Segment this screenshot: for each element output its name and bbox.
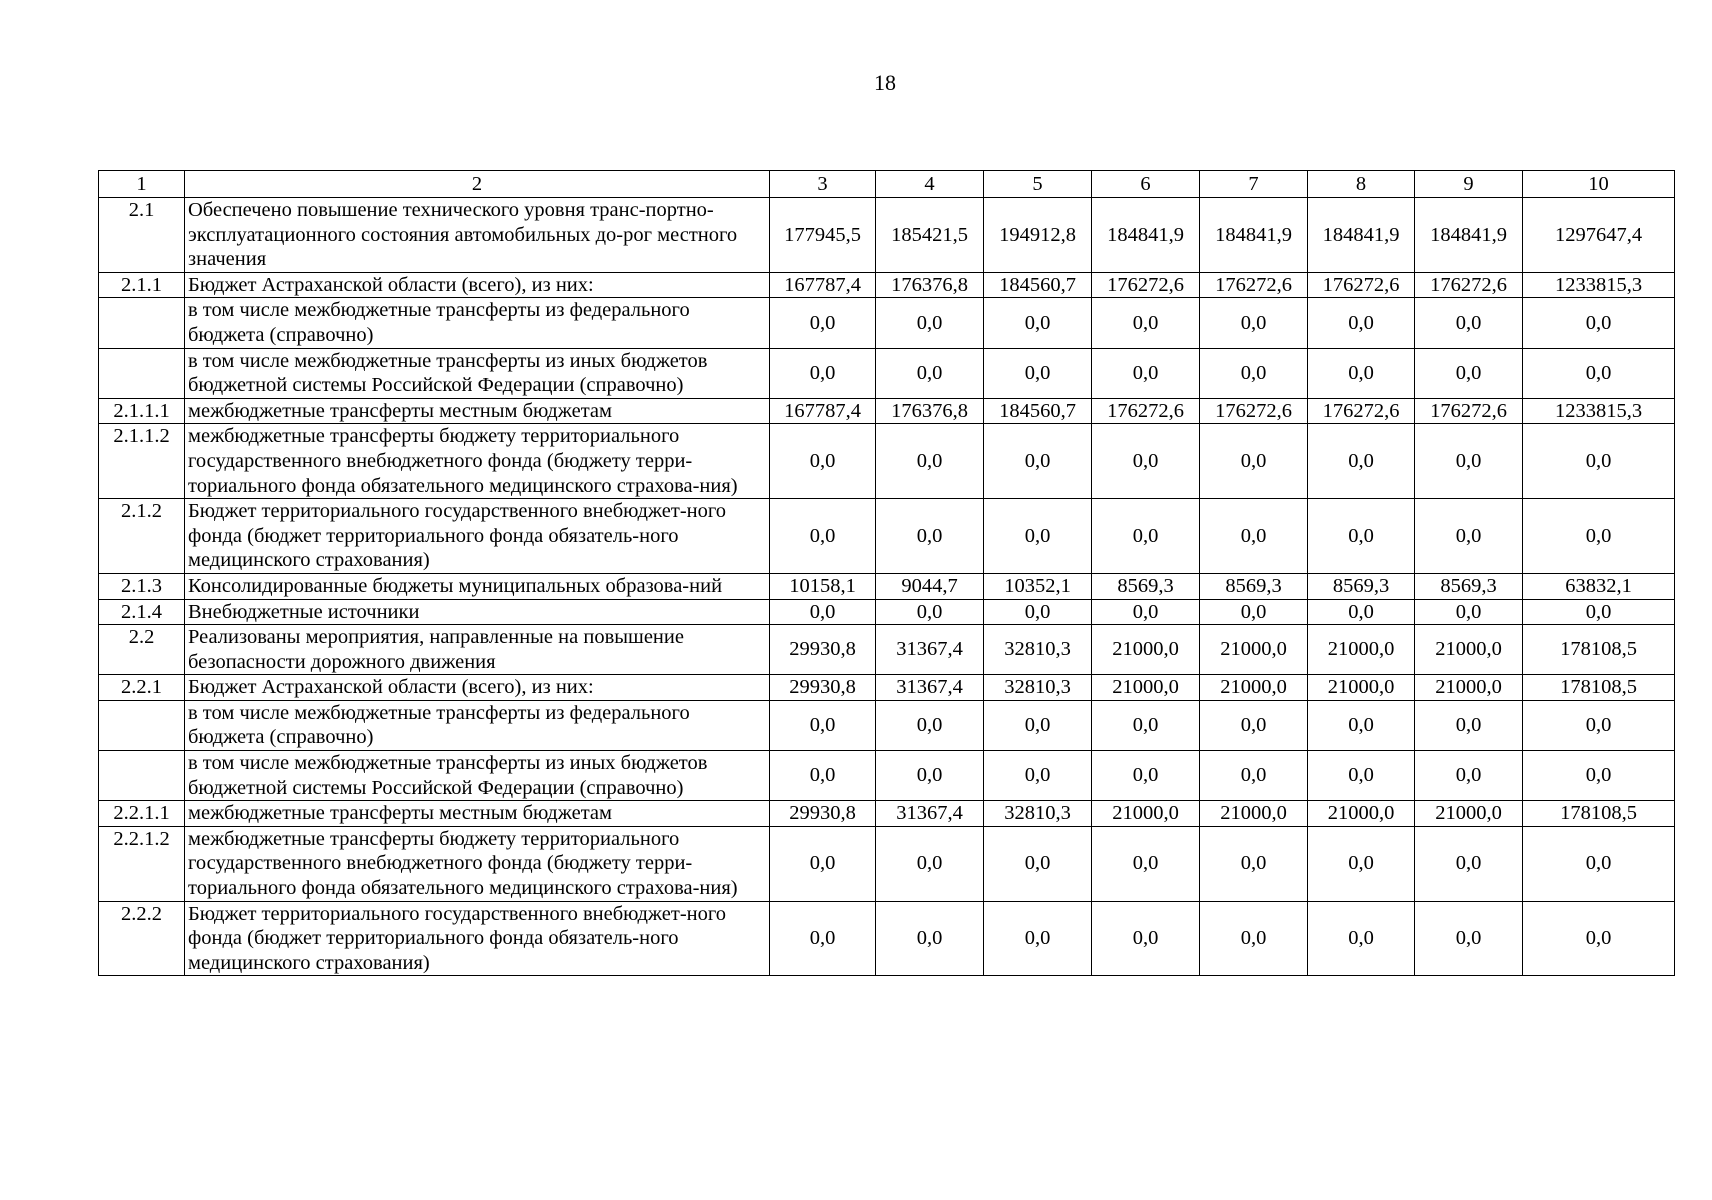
row-value: 0,0 [770, 499, 876, 574]
table-row [99, 599, 1675, 625]
row-value: 0,0 [770, 901, 876, 976]
row-description: Консолидированные бюджеты муниципальных образова-ний [185, 573, 770, 599]
row-description: Бюджет Астраханской области (всего), из них: [185, 272, 770, 298]
row-value: 0,0 [1523, 901, 1675, 976]
row-value: 184841,9 [1092, 198, 1200, 273]
row-value: 0,0 [1523, 298, 1675, 348]
row-value: 0,0 [876, 751, 984, 801]
row-value: 0,0 [876, 599, 984, 625]
row-value: 0,0 [1092, 751, 1200, 801]
row-value: 0,0 [876, 298, 984, 348]
row-value: 0,0 [984, 599, 1092, 625]
row-value: 21000,0 [1308, 801, 1415, 827]
row-value: 0,0 [1415, 298, 1523, 348]
table-row [99, 751, 1675, 801]
row-value: 0,0 [984, 424, 1092, 499]
row-value: 21000,0 [1092, 675, 1200, 701]
table-row [99, 801, 1675, 827]
header-cell: 5 [984, 171, 1092, 198]
row-description: Бюджет территориального государственного внебюджет-ного фонда (бюджет территориального фонда обязатель-ного медицинского страхования) [185, 499, 770, 574]
row-value: 176272,6 [1200, 272, 1308, 298]
row-value: 0,0 [1415, 424, 1523, 499]
row-value: 0,0 [1523, 751, 1675, 801]
row-value: 0,0 [1092, 298, 1200, 348]
row-value: 0,0 [1415, 348, 1523, 398]
row-value: 0,0 [770, 826, 876, 901]
row-description: Реализованы мероприятия, направленные на повышение безопасности дорожного движения [185, 625, 770, 675]
row-value: 0,0 [770, 751, 876, 801]
row-value: 167787,4 [770, 272, 876, 298]
row-value: 0,0 [1415, 826, 1523, 901]
table-row [99, 272, 1675, 298]
row-value: 0,0 [1308, 298, 1415, 348]
row-value: 29930,8 [770, 801, 876, 827]
budget-table [98, 170, 1675, 976]
row-value: 32810,3 [984, 625, 1092, 675]
row-value: 21000,0 [1200, 625, 1308, 675]
row-value: 0,0 [1200, 826, 1308, 901]
row-value: 9044,7 [876, 573, 984, 599]
row-value: 31367,4 [876, 801, 984, 827]
row-value: 21000,0 [1415, 625, 1523, 675]
row-description: в том числе межбюджетные трансферты из федерального бюджета (справочно) [185, 700, 770, 750]
row-value: 0,0 [770, 298, 876, 348]
table-row [99, 573, 1675, 599]
row-value: 178108,5 [1523, 675, 1675, 701]
page-number: 18 [874, 70, 896, 95]
row-value: 10352,1 [984, 573, 1092, 599]
row-value: 184841,9 [1415, 198, 1523, 273]
row-value: 0,0 [1200, 499, 1308, 574]
row-value: 21000,0 [1200, 675, 1308, 701]
row-code: 2.1.1.1 [99, 398, 185, 424]
row-value: 194912,8 [984, 198, 1092, 273]
row-value: 32810,3 [984, 801, 1092, 827]
table-row [99, 499, 1675, 574]
row-value: 10158,1 [770, 573, 876, 599]
row-value: 176272,6 [1415, 272, 1523, 298]
row-value: 0,0 [1092, 499, 1200, 574]
row-value: 0,0 [876, 901, 984, 976]
row-value: 0,0 [1523, 826, 1675, 901]
header-cell: 9 [1415, 171, 1523, 198]
header-cell: 2 [185, 171, 770, 198]
row-value: 0,0 [1308, 348, 1415, 398]
row-value: 176272,6 [1092, 272, 1200, 298]
row-value: 0,0 [984, 901, 1092, 976]
row-value: 32810,3 [984, 675, 1092, 701]
row-code: 2.1.3 [99, 573, 185, 599]
row-value: 0,0 [1308, 901, 1415, 976]
table-row [99, 348, 1675, 398]
row-code: 2.2 [99, 625, 185, 675]
row-value: 0,0 [984, 751, 1092, 801]
row-value: 176272,6 [1308, 272, 1415, 298]
row-value: 21000,0 [1415, 675, 1523, 701]
row-value: 1233815,3 [1523, 398, 1675, 424]
row-value: 185421,5 [876, 198, 984, 273]
row-value: 0,0 [1308, 751, 1415, 801]
row-value: 176272,6 [1092, 398, 1200, 424]
row-value: 0,0 [1415, 599, 1523, 625]
header-cell: 1 [99, 171, 185, 198]
row-value: 167787,4 [770, 398, 876, 424]
row-value: 0,0 [1200, 424, 1308, 499]
row-value: 0,0 [1523, 348, 1675, 398]
row-value: 21000,0 [1308, 625, 1415, 675]
table-body [99, 198, 1675, 976]
row-value: 184560,7 [984, 398, 1092, 424]
row-value: 21000,0 [1092, 625, 1200, 675]
row-value: 177945,5 [770, 198, 876, 273]
row-value: 178108,5 [1523, 801, 1675, 827]
row-value: 0,0 [1415, 901, 1523, 976]
row-code: 2.2.2 [99, 901, 185, 976]
row-value: 184841,9 [1308, 198, 1415, 273]
row-value: 0,0 [876, 700, 984, 750]
table-row [99, 826, 1675, 901]
table-row [99, 298, 1675, 348]
header-cell: 3 [770, 171, 876, 198]
row-value: 0,0 [984, 499, 1092, 574]
row-value: 0,0 [1200, 700, 1308, 750]
row-value: 0,0 [1092, 700, 1200, 750]
row-code: 2.1 [99, 198, 185, 273]
row-value: 21000,0 [1415, 801, 1523, 827]
header-cell: 8 [1308, 171, 1415, 198]
row-code: 2.1.2 [99, 499, 185, 574]
row-value: 0,0 [1092, 424, 1200, 499]
row-value: 0,0 [1308, 700, 1415, 750]
header-cell: 6 [1092, 171, 1200, 198]
row-value: 1233815,3 [1523, 272, 1675, 298]
row-value: 0,0 [1200, 298, 1308, 348]
row-value: 0,0 [984, 348, 1092, 398]
row-value: 0,0 [1308, 826, 1415, 901]
row-value: 0,0 [1308, 424, 1415, 499]
row-description: Внебюджетные источники [185, 599, 770, 625]
row-value: 176272,6 [1200, 398, 1308, 424]
row-description: Обеспечено повышение технического уровня транс-портно-эксплуатационного состояния автомобильных до-рог местного значения [185, 198, 770, 273]
row-code: 2.2.1 [99, 675, 185, 701]
row-value: 31367,4 [876, 625, 984, 675]
row-description: межбюджетные трансферты бюджету территориального государственного внебюджетного фонда (бюджету терри-ториального фонда обязательного медицинского страхова-ния) [185, 826, 770, 901]
row-value: 178108,5 [1523, 625, 1675, 675]
row-value: 0,0 [1523, 599, 1675, 625]
row-value: 0,0 [1523, 700, 1675, 750]
row-value: 184560,7 [984, 272, 1092, 298]
row-value: 0,0 [1200, 599, 1308, 625]
table-row [99, 901, 1675, 976]
row-value: 0,0 [876, 499, 984, 574]
row-value: 0,0 [984, 298, 1092, 348]
row-value: 29930,8 [770, 625, 876, 675]
row-value: 0,0 [876, 826, 984, 901]
row-value: 0,0 [770, 424, 876, 499]
row-value: 21000,0 [1200, 801, 1308, 827]
row-code [99, 700, 185, 750]
header-cell: 4 [876, 171, 984, 198]
row-code [99, 751, 185, 801]
row-description: Бюджет Астраханской области (всего), из них: [185, 675, 770, 701]
row-value: 0,0 [984, 700, 1092, 750]
row-value: 0,0 [1523, 499, 1675, 574]
row-value: 0,0 [1523, 424, 1675, 499]
row-code: 2.1.4 [99, 599, 185, 625]
row-value: 0,0 [1092, 826, 1200, 901]
row-value: 176272,6 [1415, 398, 1523, 424]
row-value: 0,0 [1092, 599, 1200, 625]
row-value: 0,0 [1308, 599, 1415, 625]
row-code [99, 348, 185, 398]
row-description: в том числе межбюджетные трансферты из федерального бюджета (справочно) [185, 298, 770, 348]
row-description: в том числе межбюджетные трансферты из иных бюджетов бюджетной системы Российской Федерации (справочно) [185, 348, 770, 398]
header-row [99, 171, 1675, 198]
row-description: в том числе межбюджетные трансферты из иных бюджетов бюджетной системы Российской Федерации (справочно) [185, 751, 770, 801]
row-value: 0,0 [1092, 348, 1200, 398]
row-value: 29930,8 [770, 675, 876, 701]
row-value: 176376,8 [876, 398, 984, 424]
row-value: 0,0 [1092, 901, 1200, 976]
row-value: 0,0 [1415, 700, 1523, 750]
row-code: 2.2.1.1 [99, 801, 185, 827]
row-value: 0,0 [1415, 499, 1523, 574]
row-value: 63832,1 [1523, 573, 1675, 599]
row-value: 8569,3 [1308, 573, 1415, 599]
row-description: межбюджетные трансферты местным бюджетам [185, 398, 770, 424]
row-code: 2.1.1 [99, 272, 185, 298]
row-value: 176272,6 [1308, 398, 1415, 424]
row-value: 0,0 [1200, 901, 1308, 976]
row-value: 8569,3 [1092, 573, 1200, 599]
row-value: 0,0 [984, 826, 1092, 901]
row-code [99, 298, 185, 348]
row-value: 0,0 [1308, 499, 1415, 574]
row-value: 21000,0 [1092, 801, 1200, 827]
row-value: 176376,8 [876, 272, 984, 298]
budget-table-container [98, 170, 1674, 976]
row-value: 0,0 [770, 348, 876, 398]
table-row [99, 424, 1675, 499]
row-value: 1297647,4 [1523, 198, 1675, 273]
table-row [99, 700, 1675, 750]
row-value: 21000,0 [1308, 675, 1415, 701]
table-row [99, 398, 1675, 424]
table-row [99, 675, 1675, 701]
header-cell: 7 [1200, 171, 1308, 198]
table-row [99, 198, 1675, 273]
row-value: 0,0 [770, 599, 876, 625]
row-description: Бюджет территориального государственного внебюджет-ного фонда (бюджет территориального фонда обязатель-ного медицинского страхования) [185, 901, 770, 976]
row-value: 8569,3 [1415, 573, 1523, 599]
row-value: 8569,3 [1200, 573, 1308, 599]
row-value: 0,0 [876, 348, 984, 398]
row-value: 0,0 [1415, 751, 1523, 801]
row-description: межбюджетные трансферты бюджету территориального государственного внебюджетного фонда (бюджету терри-ториального фонда обязательного медицинского страхова-ния) [185, 424, 770, 499]
row-value: 0,0 [876, 424, 984, 499]
row-code: 2.1.1.2 [99, 424, 185, 499]
row-value: 0,0 [770, 700, 876, 750]
row-value: 184841,9 [1200, 198, 1308, 273]
header-cell: 10 [1523, 171, 1675, 198]
row-value: 0,0 [1200, 751, 1308, 801]
row-value: 31367,4 [876, 675, 984, 701]
row-code: 2.2.1.2 [99, 826, 185, 901]
row-value: 0,0 [1200, 348, 1308, 398]
table-row [99, 625, 1675, 675]
row-description: межбюджетные трансферты местным бюджетам [185, 801, 770, 827]
